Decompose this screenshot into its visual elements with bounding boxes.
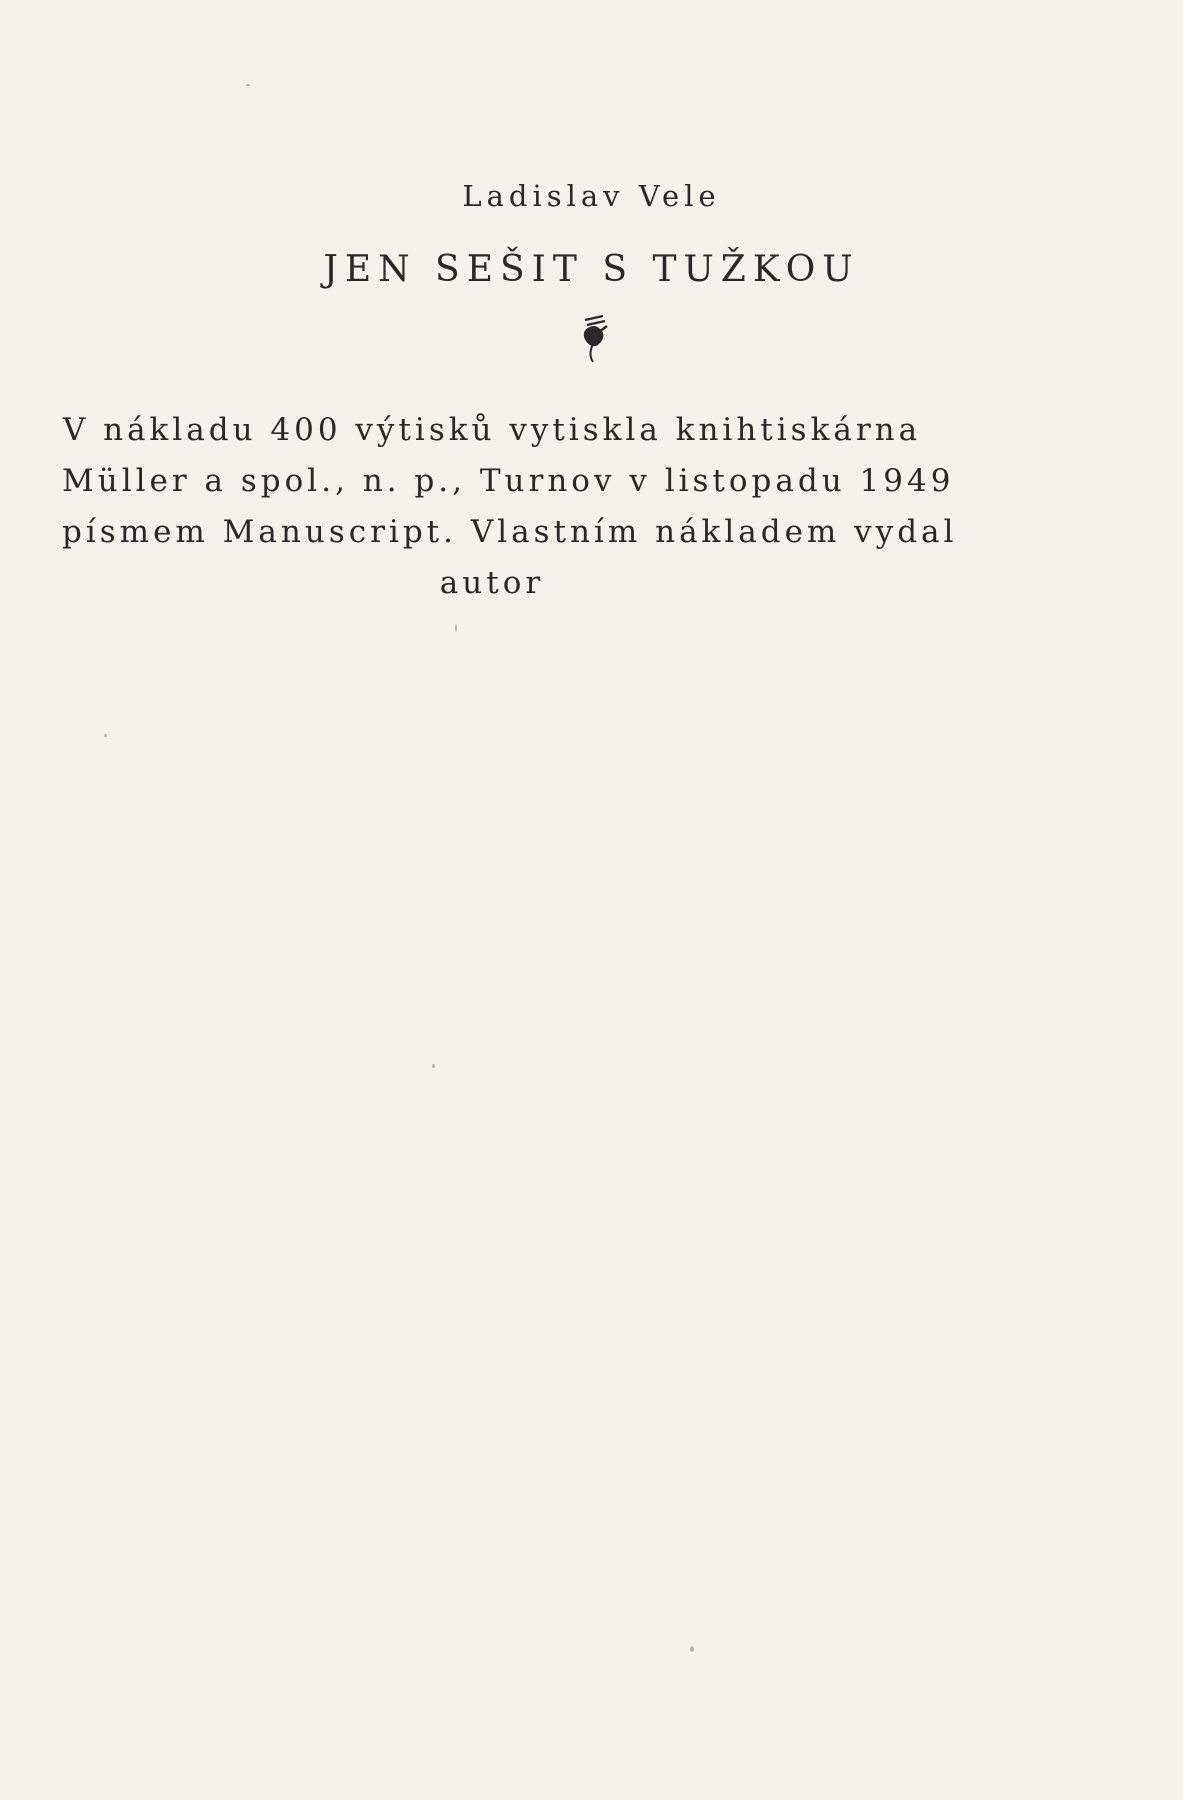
paper-speck bbox=[246, 84, 250, 86]
colophon-line: Müller a spol., n. p., Turnov v listopadu 1949 bbox=[62, 463, 955, 499]
colophon-line: písmem Manuscript. Vlastním nákladem vydal bbox=[62, 514, 958, 550]
colophon-line: autor bbox=[439, 565, 545, 601]
paper-speck bbox=[104, 734, 107, 737]
colophon-line: V nákladu 400 výtisků vytiskla knihtiskárna bbox=[62, 412, 922, 448]
author-name: Ladislav Vele bbox=[462, 179, 721, 213]
colophon bbox=[62, 405, 958, 609]
book-title: JEN SEŠIT S TUŽKOU bbox=[323, 249, 860, 290]
flower-vignette-icon bbox=[575, 312, 615, 364]
paper-speck bbox=[432, 1064, 435, 1068]
paper-speck bbox=[455, 624, 457, 632]
paper-speck bbox=[690, 1646, 694, 1652]
